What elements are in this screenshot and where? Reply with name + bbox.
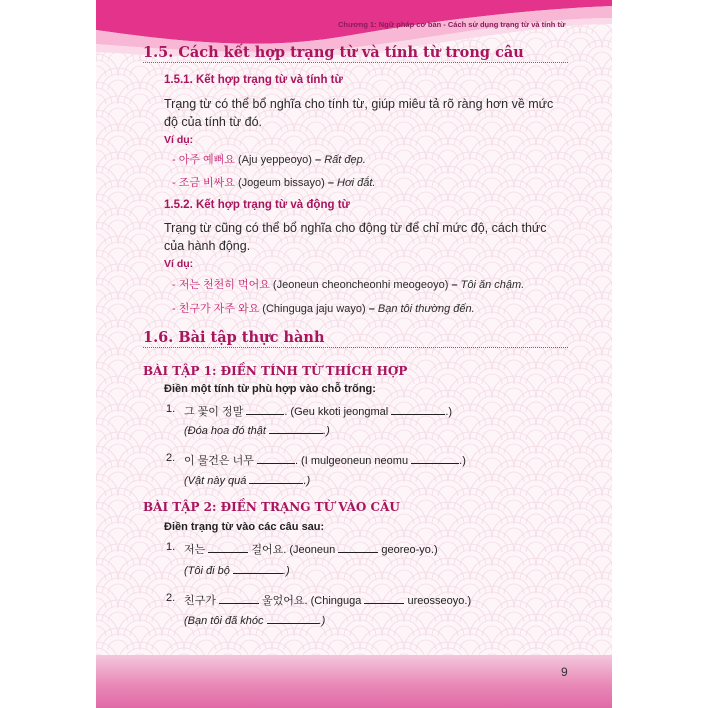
- answer-blank[interactable]: [219, 593, 259, 604]
- section-1-5-divider: [143, 62, 568, 63]
- question-translation: [184, 563, 290, 577]
- exercise-2-instruction: Điền trạng từ vào các câu sau:: [164, 521, 325, 533]
- question-romanization: . (Geu kkoti jeongmal: [284, 406, 389, 418]
- example-korean: 저는 천천히 먹어요: [178, 279, 270, 291]
- example-dash: -: [172, 154, 179, 166]
- example-korean: 친구가 자주 와요: [178, 303, 260, 315]
- answer-blank[interactable]: [269, 423, 323, 434]
- example-romanization: (Jogeum bissayo): [234, 177, 328, 189]
- section-1-5-title: 1.5. Cách kết hợp trạng từ và tính từ trong câu: [143, 44, 524, 61]
- answer-blank[interactable]: [246, 404, 284, 415]
- answer-blank[interactable]: [267, 613, 319, 624]
- paragraph-line: Trạng từ có thể bổ nghĩa cho tính từ, giúp miêu tả rõ ràng hơn về mức: [164, 97, 554, 111]
- example-romanization: (Chinguga jaju wayo): [259, 303, 369, 315]
- question-korean: 그 꽃이 정말: [184, 406, 244, 418]
- example-separator: –: [368, 303, 375, 315]
- question-korean: 이 물건은 너무: [184, 455, 254, 467]
- page-number: 9: [561, 665, 568, 679]
- example-label: Ví dụ:: [164, 134, 194, 146]
- answer-blank[interactable]: [364, 593, 404, 604]
- question-translation: [184, 613, 325, 627]
- example-dash: -: [172, 279, 179, 291]
- example-item: [172, 151, 366, 167]
- footer-band: [96, 655, 612, 708]
- exercise-2-title: BÀI TẬP 2: ĐIỀN TRẠNG TỪ VÀO CÂU: [143, 500, 400, 514]
- answer-blank[interactable]: [257, 453, 295, 464]
- answer-blank[interactable]: [391, 404, 445, 415]
- exercise-1-title: BÀI TẬP 1: ĐIỀN TÍNH TỪ THÍCH HỢP: [143, 364, 408, 378]
- subsection-1-5-2-title: 1.5.2. Kết hợp trạng từ và động từ: [164, 199, 350, 211]
- section-1-6-title: 1.6. Bài tập thực hành: [143, 329, 325, 346]
- example-item: [172, 300, 475, 316]
- book-page: [96, 0, 612, 708]
- answer-blank[interactable]: [338, 542, 378, 553]
- question-end: ureosseoyo.): [407, 595, 472, 607]
- answer-blank[interactable]: [411, 453, 459, 464]
- example-separator: –: [327, 177, 334, 189]
- answer-blank[interactable]: [208, 542, 248, 553]
- question-romanization: 울었어요. (Chinguga: [262, 595, 362, 607]
- exercise-item-number: 1.: [166, 403, 176, 415]
- translation-text: (Tôi đi bộ: [184, 565, 230, 577]
- exercise-1-instruction: Điền một tính từ phù hợp vào chỗ trống:: [164, 383, 376, 395]
- question-end: .): [445, 406, 453, 418]
- answer-blank[interactable]: [233, 563, 283, 574]
- question-end: georeo-yo.): [381, 544, 438, 556]
- example-meaning: Tôi ăn chậm.: [457, 279, 525, 291]
- exercise-question: [184, 592, 471, 608]
- translation-text: (Đóa hoa đó thật: [184, 425, 266, 437]
- example-separator: –: [451, 279, 458, 291]
- question-korean: 저는: [184, 544, 206, 556]
- example-korean: 아주 예뻐요: [178, 154, 235, 166]
- subsection-1-5-1-text: [164, 95, 584, 131]
- paragraph-line: độ của tính từ đó.: [164, 115, 263, 129]
- subsection-1-5-2-text: [164, 219, 584, 255]
- exercise-item-number: 2.: [166, 592, 176, 604]
- subsection-1-5-1-title: 1.5.1. Kết hợp trạng từ và tính từ: [164, 74, 343, 86]
- question-end: .): [459, 455, 466, 467]
- exercise-item-number: 1.: [166, 541, 176, 553]
- translation-text: (Vật này quá: [184, 475, 247, 487]
- paragraph-line: Trạng từ cũng có thể bổ nghĩa cho động từ để chỉ mức độ, cách thức: [164, 221, 547, 235]
- example-dash: -: [172, 177, 179, 189]
- question-korean: 친구가: [184, 595, 216, 607]
- exercise-question: [184, 541, 438, 557]
- example-item: [172, 174, 375, 190]
- question-romanization: 걸어요. (Jeoneun: [251, 544, 336, 556]
- example-korean: 조금 비싸요: [178, 177, 235, 189]
- answer-blank[interactable]: [249, 473, 303, 484]
- paragraph-line: của hành động.: [164, 239, 251, 253]
- example-romanization: (Aju yeppeoyo): [234, 154, 316, 166]
- exercise-question: [184, 403, 452, 419]
- translation-end: .): [318, 615, 326, 627]
- translation-text: (Bạn tôi đã khóc: [184, 615, 264, 627]
- question-romanization: . (I mulgeoneun neomu: [294, 455, 409, 467]
- example-separator: –: [315, 154, 322, 166]
- exercise-question: [184, 452, 466, 468]
- question-translation: [184, 423, 330, 437]
- example-dash: -: [172, 303, 179, 315]
- exercise-item-number: 2.: [166, 452, 176, 464]
- example-romanization: (Jeoneun cheoncheonhi meogeoyo): [269, 279, 452, 291]
- section-1-6-divider: [143, 347, 568, 348]
- example-label: Ví dụ:: [164, 258, 194, 270]
- chapter-header: Chương 1: Ngữ pháp cơ bản - Cách sử dụng trạng từ và tính từ: [338, 20, 566, 29]
- example-meaning: Bạn tôi thường đến.: [374, 303, 475, 315]
- translation-end: .): [303, 475, 311, 487]
- example-meaning: Rất đẹp.: [321, 154, 366, 166]
- translation-end: .): [323, 425, 330, 437]
- example-meaning: Hơi đắt.: [333, 177, 376, 189]
- translation-end: .): [282, 565, 290, 577]
- example-item: [172, 276, 524, 292]
- question-translation: [184, 473, 310, 487]
